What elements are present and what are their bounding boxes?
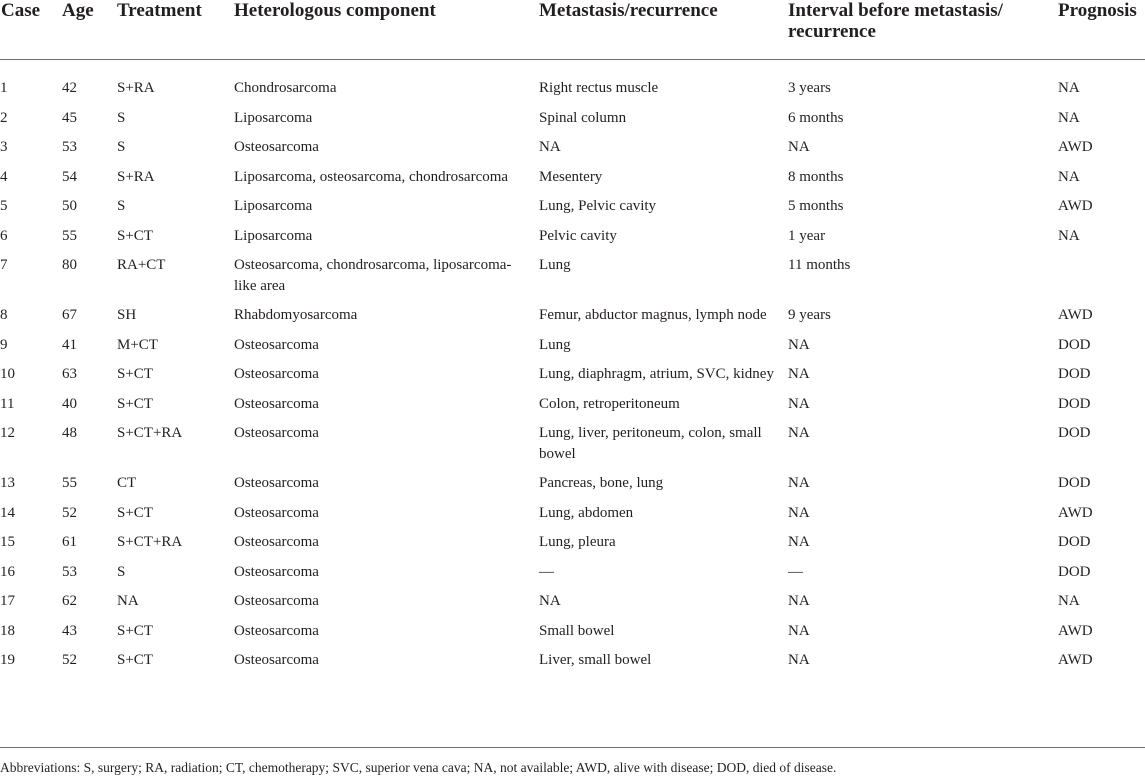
header-row xyxy=(0,0,1145,60)
cell-treatment: SH xyxy=(117,307,137,323)
cell-metastasis: Lung, abdomen xyxy=(539,504,634,521)
cell-age: 55 xyxy=(62,475,77,491)
cell-age: 40 xyxy=(62,395,77,412)
cell-metastasis: Pancreas, bone, lung xyxy=(539,475,664,491)
cell-prognosis: NA xyxy=(1058,593,1080,609)
cell-treatment: NA xyxy=(117,593,139,609)
cell-age: 67 xyxy=(62,307,77,323)
cell-interval: NA xyxy=(788,425,810,441)
table-row xyxy=(0,330,1145,360)
cell-heterologous-component: Liposarcoma xyxy=(234,227,313,244)
header-interval: Interval before metastasis/ recurrence xyxy=(788,0,1058,60)
cell-heterologous-component: Osteosarcoma xyxy=(234,425,319,441)
cell-age: 48 xyxy=(62,425,77,441)
cell-metastasis: Lung, liver, peritoneum, colon, small bowel xyxy=(539,425,762,462)
cell-treatment: RA+CT xyxy=(117,257,166,273)
table-row xyxy=(0,418,1145,468)
cell-treatment: S xyxy=(117,109,126,126)
table-row xyxy=(0,359,1145,389)
cell-heterologous-component: Osteosarcoma xyxy=(234,395,319,412)
cell-heterologous-component: Osteosarcoma, chondrosarcoma, liposarcoma-like area xyxy=(234,257,512,294)
cell-heterologous-component: Osteosarcoma xyxy=(234,139,319,155)
cell-interval: NA xyxy=(788,622,810,639)
cell-treatment: S+CT xyxy=(117,622,153,639)
cell-case: 2 xyxy=(0,109,8,126)
cell-case: 11 xyxy=(0,395,15,412)
header-metastasis-recurrence: Metastasis/recurrence xyxy=(539,0,788,60)
cell-heterologous-component: Osteosarcoma xyxy=(234,622,319,639)
table-row xyxy=(0,132,1145,162)
cell-age: 53 xyxy=(62,563,77,580)
table-row xyxy=(0,162,1145,192)
cell-prognosis: NA xyxy=(1058,168,1080,185)
cell-case: 3 xyxy=(0,139,8,155)
cell-age: 53 xyxy=(62,139,77,155)
cell-prognosis: NA xyxy=(1058,227,1080,244)
cell-case: 8 xyxy=(0,307,8,323)
cell-treatment: S xyxy=(117,198,126,214)
cell-prognosis: DOD xyxy=(1058,425,1091,441)
cell-prognosis: AWD xyxy=(1058,139,1093,155)
cell-case: 6 xyxy=(0,227,8,244)
cell-interval: NA xyxy=(788,534,810,550)
cell-interval: 11 months xyxy=(788,257,851,273)
cell-metastasis: Lung, diaphragm, atrium, SVC, kidney xyxy=(539,366,774,382)
abbreviations-footnote: Abbreviations: S, surgery; RA, radiation; CT, chemotherapy; SVC, superior vena cava; NA, not available; AWD, alive with disease; DOD, died of disease. xyxy=(0,760,837,775)
cell-treatment: S+CT xyxy=(117,395,153,412)
cell-prognosis xyxy=(1058,250,1145,300)
cell-interval: 1 year xyxy=(788,227,826,244)
cell-case: 1 xyxy=(0,80,8,96)
cell-metastasis: Spinal column xyxy=(539,109,627,126)
cell-prognosis: AWD xyxy=(1058,198,1093,214)
cell-prognosis: AWD xyxy=(1058,652,1093,668)
cell-metastasis: — xyxy=(539,563,554,580)
table-row xyxy=(0,103,1145,133)
cell-treatment: S+CT xyxy=(117,366,153,382)
cell-case: 14 xyxy=(0,504,15,521)
table-row xyxy=(0,250,1145,300)
table-row xyxy=(0,616,1145,646)
cell-interval: NA xyxy=(788,336,810,353)
cell-case: 18 xyxy=(0,622,15,639)
cell-treatment: S xyxy=(117,563,126,580)
cell-age: 41 xyxy=(62,336,77,353)
header-heterologous-component: Heterologous component xyxy=(234,0,539,60)
cell-age: 42 xyxy=(62,80,77,96)
cell-heterologous-component: Osteosarcoma xyxy=(234,336,319,353)
cell-metastasis: Colon, retroperitoneum xyxy=(539,395,680,412)
table-row xyxy=(0,221,1145,251)
table-row xyxy=(0,468,1145,498)
cell-treatment: S+CT xyxy=(117,652,153,668)
cell-metastasis: Femur, abductor magnus, lymph node xyxy=(539,307,767,323)
cell-age: 52 xyxy=(62,504,77,521)
table-row xyxy=(0,191,1145,221)
cell-case: 9 xyxy=(0,336,8,353)
cell-metastasis: NA xyxy=(539,593,561,609)
cell-age: 80 xyxy=(62,257,77,273)
cell-heterologous-component: Osteosarcoma xyxy=(234,534,319,550)
cell-case: 12 xyxy=(0,425,15,441)
cell-heterologous-component: Rhabdomyosarcoma xyxy=(234,307,358,323)
cell-age: 55 xyxy=(62,227,77,244)
cell-case: 13 xyxy=(0,475,15,491)
cell-age: 61 xyxy=(62,534,77,550)
cell-prognosis: AWD xyxy=(1058,504,1093,521)
cell-case: 15 xyxy=(0,534,15,550)
cell-treatment: S+CT+RA xyxy=(117,425,183,441)
cell-treatment: S+CT xyxy=(117,227,153,244)
cell-prognosis: NA xyxy=(1058,109,1080,126)
cell-heterologous-component: Osteosarcoma xyxy=(234,593,319,609)
table-header xyxy=(0,0,1145,60)
cell-prognosis: NA xyxy=(1058,80,1080,96)
cell-treatment: S+RA xyxy=(117,80,155,96)
table-bottom-rule xyxy=(0,747,1145,748)
cell-prognosis: DOD xyxy=(1058,475,1091,491)
cell-metastasis: Lung xyxy=(539,336,571,353)
cell-heterologous-component: Liposarcoma xyxy=(234,109,313,126)
cell-treatment: S xyxy=(117,139,126,155)
cell-metastasis: Lung, pleura xyxy=(539,534,616,550)
cell-heterologous-component: Osteosarcoma xyxy=(234,563,319,580)
cell-treatment: CT xyxy=(117,475,137,491)
cell-interval: NA xyxy=(788,475,810,491)
cell-interval: NA xyxy=(788,593,810,609)
header-prognosis: Prognosis xyxy=(1058,0,1145,60)
cell-metastasis: Mesentery xyxy=(539,168,603,185)
cell-case: 17 xyxy=(0,593,15,609)
cell-age: 45 xyxy=(62,109,77,126)
cell-interval: NA xyxy=(788,652,810,668)
cell-metastasis: Lung xyxy=(539,257,571,273)
cell-heterologous-component: Liposarcoma, osteosarcoma, chondrosarcoma xyxy=(234,168,509,185)
table-body xyxy=(0,60,1145,679)
cell-treatment: S+CT+RA xyxy=(117,534,183,550)
cell-interval: NA xyxy=(788,139,810,155)
table-row xyxy=(0,557,1145,587)
header-case: Case xyxy=(0,0,62,60)
cell-age: 63 xyxy=(62,366,77,382)
cell-prognosis: DOD xyxy=(1058,366,1091,382)
cell-prognosis: AWD xyxy=(1058,307,1093,323)
table-row xyxy=(0,527,1145,557)
table-row xyxy=(0,389,1145,419)
cell-heterologous-component: Osteosarcoma xyxy=(234,366,319,382)
cell-heterologous-component: Chondrosarcoma xyxy=(234,80,337,96)
cell-treatment: S+RA xyxy=(117,168,155,185)
cell-case: 5 xyxy=(0,198,8,214)
cell-heterologous-component: Osteosarcoma xyxy=(234,475,319,491)
cell-interval: 3 years xyxy=(788,80,831,96)
cell-age: 54 xyxy=(62,168,77,185)
cell-interval: 8 months xyxy=(788,168,844,185)
cell-metastasis: Pelvic cavity xyxy=(539,227,617,244)
cell-treatment: S+CT xyxy=(117,504,153,521)
table-row xyxy=(0,300,1145,330)
cell-metastasis: Right rectus muscle xyxy=(539,80,659,96)
table-row xyxy=(0,586,1145,616)
cell-interval: NA xyxy=(788,366,810,382)
cell-interval: NA xyxy=(788,504,810,521)
cell-metastasis: Lung, Pelvic cavity xyxy=(539,198,657,214)
header-treatment: Treatment xyxy=(117,0,234,60)
cell-age: 43 xyxy=(62,622,77,639)
cell-prognosis: AWD xyxy=(1058,622,1093,639)
cell-metastasis: NA xyxy=(539,139,561,155)
cell-case: 4 xyxy=(0,168,8,185)
cell-age: 50 xyxy=(62,198,77,214)
cell-interval: 9 years xyxy=(788,307,831,323)
cell-interval: 6 months xyxy=(788,109,844,126)
cell-case: 7 xyxy=(0,257,8,273)
cell-age: 52 xyxy=(62,652,77,668)
table-row xyxy=(0,60,1145,103)
cell-prognosis: DOD xyxy=(1058,534,1091,550)
cell-interval: — xyxy=(788,563,803,580)
cell-case: 16 xyxy=(0,563,15,580)
cell-interval: NA xyxy=(788,395,810,412)
header-age: Age xyxy=(62,0,117,60)
cell-metastasis: Small bowel xyxy=(539,622,615,639)
cell-case: 10 xyxy=(0,366,15,382)
cell-prognosis: DOD xyxy=(1058,563,1091,580)
cell-prognosis: DOD xyxy=(1058,336,1091,353)
cell-heterologous-component: Liposarcoma xyxy=(234,198,313,214)
cell-prognosis: DOD xyxy=(1058,395,1091,412)
cell-heterologous-component: Osteosarcoma xyxy=(234,504,319,521)
cell-age: 62 xyxy=(62,593,77,609)
cell-treatment: M+CT xyxy=(117,336,158,353)
table-row xyxy=(0,498,1145,528)
cell-heterologous-component: Osteosarcoma xyxy=(234,652,319,668)
table-row xyxy=(0,645,1145,679)
cell-interval: 5 months xyxy=(788,198,844,214)
cell-case: 19 xyxy=(0,652,15,668)
cell-metastasis: Liver, small bowel xyxy=(539,652,652,668)
